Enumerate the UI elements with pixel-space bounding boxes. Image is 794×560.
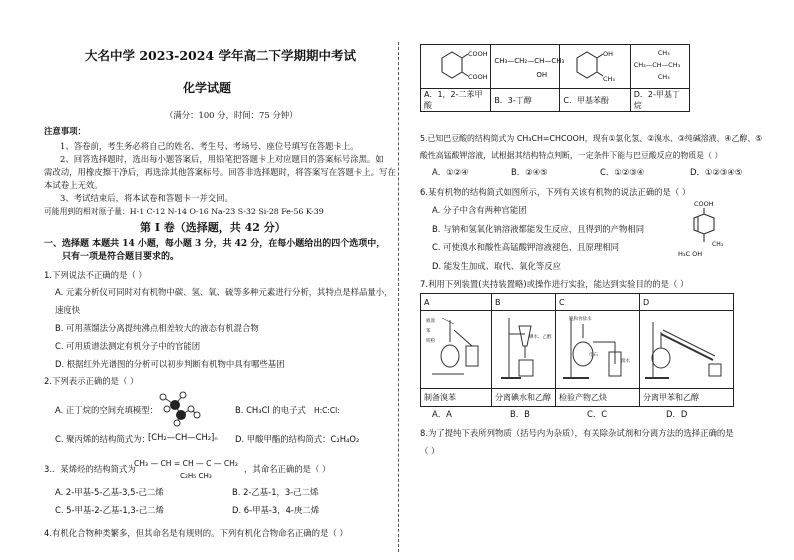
q7-caption-c: 检验产物乙炔 bbox=[556, 389, 640, 407]
q3-stem-prefix: 3.．某烯烃的结构简式为 bbox=[44, 464, 136, 474]
svg-text:液溴: 液溴 bbox=[426, 318, 435, 324]
svg-text:电石: 电石 bbox=[589, 352, 598, 358]
q6-option-c: C. 可使溴水和酸性高锰酸钾溶液褪色，且原理相同 bbox=[432, 242, 620, 252]
q6-struct-bottom: H₃C OH bbox=[678, 250, 703, 258]
q3-option-b: B. 2-乙基-1，3-己二烯 bbox=[232, 487, 319, 497]
q7-answer-c: C．C bbox=[587, 409, 608, 419]
q2-option-c: C. 聚丙烯的结构简式为： bbox=[55, 434, 150, 444]
q4-struct-a bbox=[421, 45, 491, 89]
q7-answer-d: D．D bbox=[666, 409, 688, 419]
q4-struct-c bbox=[560, 45, 630, 89]
q7-answer-b: B．B bbox=[510, 409, 530, 419]
q4-option-b: B．3-丁醇 bbox=[491, 89, 560, 112]
q6-option-a: A. 分子中含有两种官能团 bbox=[432, 205, 527, 215]
q7-apparatus-table bbox=[420, 293, 734, 407]
q1-stem: 1.下列说法不正确的是（ ） bbox=[44, 270, 147, 280]
svg-text:碘水、乙醇: 碘水、乙醇 bbox=[529, 334, 552, 340]
q2-option-b-formula: H:C:Cl: bbox=[314, 406, 340, 415]
q3-formula: CH₃ — CH = CH — C — CH₂ bbox=[134, 459, 238, 468]
svg-text:COOH: COOH bbox=[468, 49, 488, 58]
q7-header-d: D bbox=[640, 294, 734, 311]
q2-stem: 2.下列表示正确的是（ ） bbox=[44, 376, 139, 386]
part1-instruction: 只有一项是符合题目要求的。 bbox=[62, 252, 180, 262]
column-divider bbox=[398, 42, 399, 552]
q5-option-c: C．①②③④ bbox=[600, 167, 645, 177]
q7-figure-d bbox=[640, 311, 734, 389]
subject-title: 化学试题 bbox=[183, 81, 232, 95]
butane-model-image bbox=[153, 385, 203, 427]
q1-option-a: A. 元素分析仪可同时对有机物中碳、氢、氧、硫等多种元素进行分析，其特点是样品量小， bbox=[55, 287, 393, 297]
q4-option-c: C．甲基苯酚 bbox=[560, 89, 630, 112]
q7-header-a: A bbox=[421, 294, 492, 311]
q4-option-a: A．1，2-二苯甲酸 bbox=[421, 89, 491, 112]
q1-option-d: D. 根据红外光谱图的分析可以初步判断有机物中具有哪些基团 bbox=[55, 359, 285, 369]
q4-struct-b: CH₃—CH₂—CH—CH₃ OH bbox=[491, 45, 560, 89]
q7-figure-c bbox=[556, 311, 640, 389]
q6-option-d: D. 能发生加成、取代、氧化等反应 bbox=[432, 261, 562, 271]
q4-option-d: D．2-甲基丁烷 bbox=[630, 89, 689, 112]
note-line: 3、考试结束后，将本试卷和答题卡一并交回。 bbox=[60, 193, 233, 203]
note-line: 2、回答选择题时，选出每小题答案后，用铅笔把答题卡上对应题目的答案标号涂黑。如 bbox=[60, 154, 384, 164]
exam-title: 大名中学 2023-2024 学年高二下学期期中考试 bbox=[85, 48, 356, 63]
q7-caption-a: 制备溴苯 bbox=[421, 389, 492, 407]
q1-option-a-cont: 速度快 bbox=[55, 305, 81, 315]
q4-options-table bbox=[420, 44, 690, 112]
q2-option-a: A. 正丁烷的空间充填模型： bbox=[55, 405, 159, 415]
q7-header-c: C bbox=[556, 294, 640, 311]
q2-option-c-formula: ⁅CH₂—CH—CH₂⁆ₙ bbox=[148, 432, 218, 442]
q7-stem: 7.利用下列装置(夹持装置略)或操作进行实验，能达到实验目的的是（ ） bbox=[420, 279, 689, 289]
q2-option-d: D. 甲酸甲酯的结构简式：C₂H₄O₂ bbox=[235, 434, 360, 444]
q5-line: 酸性高锰酸钾溶液，试根据其结构特点判断，一定条件下能与巴豆酸反应的物质是（ ） bbox=[420, 151, 723, 160]
q3-option-c: C. 5-甲基-2-乙基-1,3-己二烯 bbox=[55, 505, 164, 515]
q7-caption-b: 分离碘水和乙醇 bbox=[492, 389, 556, 407]
q3-option-a: A. 2-甲基-5-乙基-3,5-己二烯 bbox=[55, 487, 164, 497]
q4-struct-d: CH₃ CH₃—CH—CH₃ CH₃ bbox=[630, 45, 689, 89]
q5-option-d: D．①②③④⑤ bbox=[690, 167, 743, 177]
q5-option-b: B．②④⑤ bbox=[511, 167, 548, 177]
q3-stem-suffix: ，其命名正确的是（ ） bbox=[244, 464, 331, 474]
q8-line: 8.为了提纯下表所列物质（括号内为杂质），有关除杂试剂和分离方法的选择正确的是 bbox=[420, 428, 734, 438]
part1-title: 第 I 卷（选择题，共 42 分） bbox=[140, 221, 286, 234]
notes-heading: 注意事项： bbox=[44, 126, 86, 136]
q6-struct-cooh: COOH bbox=[694, 200, 714, 208]
q6-struct-ch3: CH₃ bbox=[712, 241, 724, 248]
svg-text:饱和食盐水: 饱和食盐水 bbox=[569, 316, 592, 322]
exam-meta: （满分：100 分，时间：75 分钟） bbox=[165, 110, 298, 120]
q4-stem: 4.有机化合物种类繁多，但其命名是有规则的。下列有机化合物命名正确的是（ ） bbox=[44, 528, 348, 538]
q6-structure-image bbox=[676, 198, 736, 260]
svg-text:OH: OH bbox=[603, 49, 614, 58]
q1-option-b: B. 可用蒸馏法分离提纯沸点相差较大的液态有机混合物 bbox=[55, 323, 259, 333]
q2-option-b: B. CH₃Cl 的电子式 bbox=[235, 405, 306, 415]
q5-option-a: A．①②④ bbox=[432, 167, 469, 177]
svg-text:CH₃: CH₃ bbox=[603, 74, 616, 83]
q3-option-d: D. 6-甲基-3，4-庚二烯 bbox=[232, 505, 320, 515]
q5-line: 5.已知巴豆酸的结构简式为 CH₃CH=CHCOOH，现有①氯化氢、②溴水、③纯碱溶液、④乙醇、⑤ bbox=[420, 134, 763, 143]
q7-figure-a bbox=[421, 311, 492, 389]
q7-answer-a: A．A bbox=[432, 409, 452, 419]
q7-header-b: B bbox=[492, 294, 556, 311]
note-line: 1、答卷前，考生务必将自己的姓名、考生号、考场号、座位号填写在答题卡上。 bbox=[60, 141, 359, 151]
q7-figure-b bbox=[492, 311, 556, 389]
note-line: 本试卷上无效。 bbox=[44, 180, 103, 190]
svg-text:COOH: COOH bbox=[468, 72, 488, 81]
svg-text:铁粉: 铁粉 bbox=[426, 338, 435, 344]
q1-option-c: C. 可用质谱法测定有机分子中的官能团 bbox=[55, 341, 201, 351]
svg-text:苯: 苯 bbox=[426, 328, 431, 334]
q6-stem: 6.某有机物的结构简式如图所示，下列有关该有机物的说法正确的是（ ） bbox=[420, 187, 691, 197]
note-line: 需改动，用橡皮擦干净后，再选涂其他答案标号。回答非选择题时，将答案写在答题卡上。写在 bbox=[44, 167, 396, 177]
q8-line: （ ） bbox=[420, 446, 440, 456]
q3-formula-sub: C₂H₅ CH₃ bbox=[180, 471, 212, 480]
svg-text:溴水: 溴水 bbox=[621, 358, 630, 364]
q6-option-b: B. 与钠和氢氧化钠溶液都能发生反应，且得到的产物相同 bbox=[432, 224, 645, 234]
part1-instruction: 一、选择题 本题共 14 小题，每小题 3 分，共 42 分，在每小题给出的四个选项中， bbox=[44, 239, 386, 249]
atomic-masses: 可能用到的相对原子量：H-1 C-12 N-14 O-16 Na-23 S-32 Si-28 Fe-56 K-39 bbox=[44, 207, 324, 216]
q7-caption-d: 分离甲苯和乙醇 bbox=[640, 389, 734, 407]
